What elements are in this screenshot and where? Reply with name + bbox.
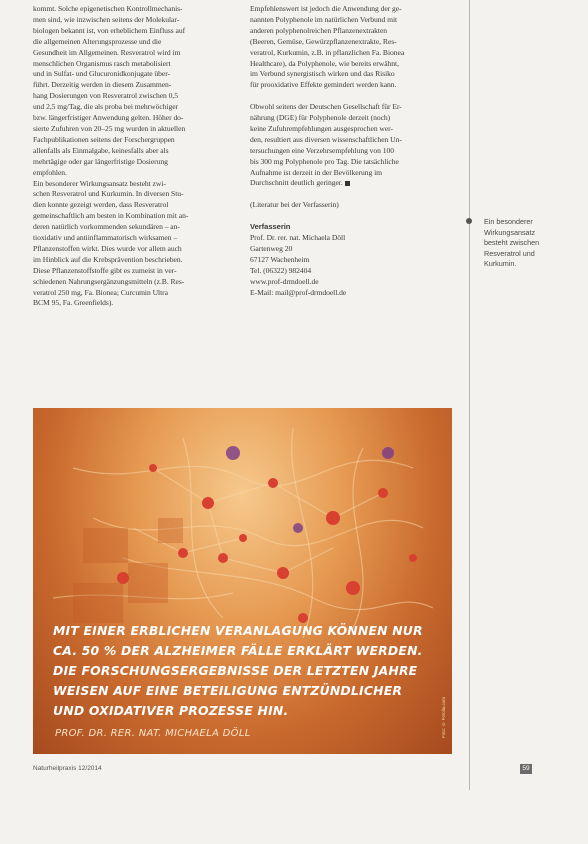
text-line: kommt. Solche epigenetischen Kontrollmechanis- bbox=[33, 4, 183, 13]
text-line: (Beeren, Gemüse, Gewürzpflanzenextrakte, Res- bbox=[250, 36, 397, 46]
text-line: deren natürlich vorkommenden sekundären – an- bbox=[33, 222, 180, 232]
text-line: veratrol, Kurkumin, z.B. in pflanzlichen Fa. Bionea bbox=[250, 47, 405, 57]
text-line: den, resultiert aus diversen wissenschaftlichen Un- bbox=[250, 134, 402, 144]
text-line: Obwohl seitens der Deutschen Gesellschaft für Er- bbox=[250, 102, 402, 112]
text-line: führt. Derzeitig werden in diesem Zusammen- bbox=[33, 80, 172, 90]
text-line: gemeinschaftlich am besten in Kombination mit an- bbox=[33, 211, 189, 221]
text-line: schiedenen Nahrungsergänzungsmitteln (z.B. Res- bbox=[33, 276, 185, 286]
author-address-line: Tel. (06322) 982404 bbox=[250, 265, 312, 275]
text-line: BCM 95, Fa. Greenfields). bbox=[33, 298, 114, 308]
text-line: biologen bekannt ist, von erheblichem Einfluss auf bbox=[33, 25, 186, 35]
text-line: mehrtägige oder gar längerfristige Dosierung bbox=[33, 156, 168, 166]
end-of-article-mark bbox=[345, 181, 350, 186]
text-line: und in Sulfat- und Glucuronidkonjugate über- bbox=[33, 69, 171, 79]
text-line: für prooxidative Effekte gemindert werden kann. bbox=[250, 80, 397, 90]
sidebar-pull-note: Ein besonderer Wirkungsansatz besteht zwischen Resveratrol und Kurkumin. bbox=[484, 217, 540, 269]
text-line: die allgemeinen Alterungsprozesse und die bbox=[33, 36, 162, 46]
quote-author: PROF. DR. RER. NAT. MICHAELA DÖLL bbox=[55, 728, 251, 739]
text-line: im Verbund synergistisch wirken und das Risiko bbox=[250, 69, 395, 79]
paragraph-spacer bbox=[250, 211, 455, 222]
text-line: schen Resveratrol und Kurkumin. In diversen Stu- bbox=[33, 189, 184, 199]
text-line: Diese Pflanzenstoffstoffe gibt es zumeist in ver- bbox=[33, 265, 177, 275]
text-line: menschlichen Organismus rasch metabolisiert bbox=[33, 58, 171, 68]
quote-advert bbox=[33, 408, 452, 754]
text-line: tioxidativ und antiinflammatorisch wirksamen – bbox=[33, 233, 178, 243]
author-address-line: Gartenweg 20 bbox=[250, 243, 293, 253]
text-line: Pflanzenstoffen wirkt. Dies wurde vor allem auch bbox=[33, 243, 182, 253]
text-line: Empfehlenswert ist jedoch die Anwendung der ge- bbox=[250, 4, 402, 13]
text-line: und 2,5 mg/Tag, die als proba bei mehrwöchiger bbox=[33, 102, 178, 112]
text-line: bzw. längerfristiger Anwendung gelten. Höher do- bbox=[33, 113, 184, 123]
page-number: 59 bbox=[520, 764, 532, 774]
article-column-1 bbox=[33, 4, 233, 309]
author-address-line: Prof. Dr. rer. nat. Michaela Döll bbox=[250, 232, 346, 242]
text-line: Durchschnitt deutlich geringer. bbox=[250, 178, 455, 189]
paragraph-spacer bbox=[250, 91, 455, 102]
literature-note: (Literatur bei der Verfasserin) bbox=[250, 200, 339, 210]
sidebar-divider bbox=[469, 0, 470, 790]
text-line: men sind, wie inzwischen seitens der Molekular- bbox=[33, 14, 180, 24]
text-line: allenfalls als Einmalgabe, keinesfalls aber als bbox=[33, 145, 169, 155]
paragraph-spacer bbox=[250, 189, 455, 200]
text-line: hang Dosierungen von Resveratrol zwischen 0,5 bbox=[33, 91, 178, 101]
text-line: Ein besonderer Wirkungsansatz besteht zwi- bbox=[33, 178, 166, 188]
text-line: tersuchungen eine Verzehrsempfehlung von 100 bbox=[250, 145, 395, 155]
image-credit: Foto: © Fotolia.com bbox=[441, 696, 446, 738]
text-line: nährung (DGE) für Polyphenole derzeit (noch) bbox=[250, 113, 391, 123]
publication-footer: Naturheilpraxis 12/2014 bbox=[33, 765, 102, 772]
text-line: empfohlen. bbox=[33, 167, 67, 177]
text-line: nannten Polyphenole im natürlichen Verbund mit bbox=[250, 14, 398, 24]
author-address-line: 67127 Wachenheim bbox=[250, 254, 310, 264]
text-line: bis 300 mg Polyphenole pro Tag. Die tatsächliche bbox=[250, 156, 399, 166]
author-contact-link[interactable]: E-Mail: mail@prof-drmdoell.de bbox=[250, 287, 347, 297]
text-line: sierte Zufuhren von 20–25 mg wurden in aktuellen bbox=[33, 123, 186, 133]
text-line: Gesundheit im Allgemeinen. Resveratrol wird im bbox=[33, 47, 181, 57]
sidebar-bullet bbox=[466, 218, 472, 224]
text-line: Aufnahme ist derzeit in der Bevölkerung im bbox=[250, 167, 383, 177]
author-contact-link[interactable]: www.prof-drmdoell.de bbox=[250, 276, 319, 286]
pull-quote: MIT EINER ERBLICHEN VERANLAGUNG KÖNNEN NUR CA. 50 % DER ALZHEIMER FÄLLE ERKLÄRT WERDEN. DIE FORSCHUNGSERGEBNISSE DER LETZTEN JAHRE WEISEN AUF EINE BETEILIGUNG ENTZÜNDLICHER UND OXIDATIVER PROZESSE HIN. bbox=[53, 623, 423, 718]
author-heading: Verfasserin bbox=[250, 222, 291, 232]
text-line: dien konnte gezeigt werden, dass Resveratrol bbox=[33, 200, 169, 210]
text-line: Healthcare), da Polyphenole, wie bereits erwähnt, bbox=[250, 58, 399, 68]
article-column-2 bbox=[250, 4, 455, 298]
text-line: veratrol 250 mg, Fa. Bionea; Curcumin Ultra bbox=[33, 287, 168, 297]
text-line: im Hinblick auf die Krebsprävention beschrieben. bbox=[33, 254, 183, 264]
text-line: Fachpublikationen seitens der Forschergruppen bbox=[33, 134, 175, 144]
text-line: keine Zufuhrempfehlungen ausgesprochen wer- bbox=[250, 123, 393, 133]
text-line: anderen polyphenolreichen Pflanzenextrakten bbox=[250, 25, 388, 35]
